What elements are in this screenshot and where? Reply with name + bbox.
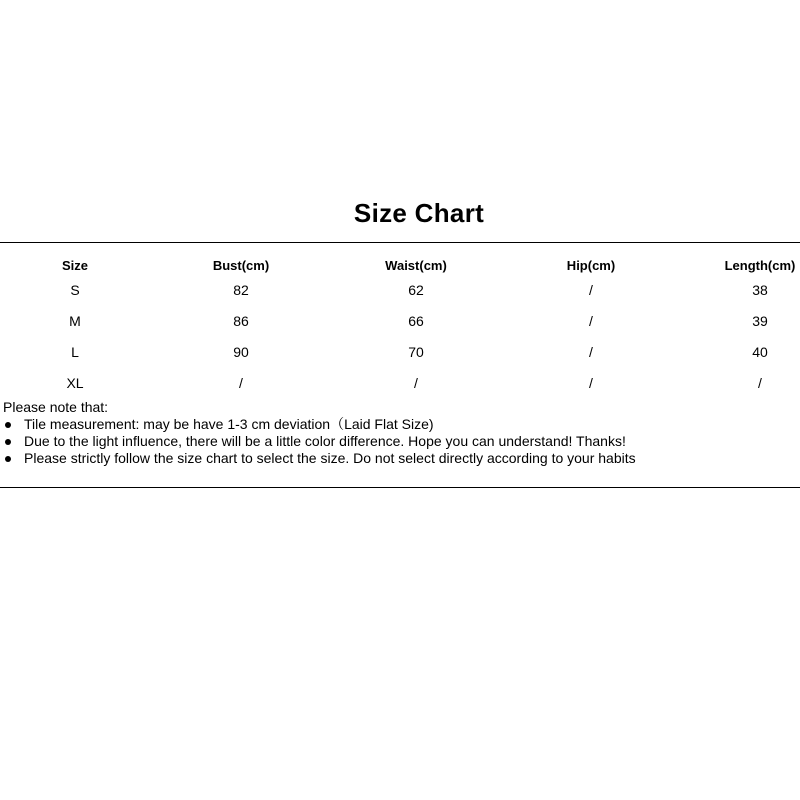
top-divider (0, 242, 800, 243)
length-cell: 38 (752, 282, 768, 298)
bullet-icon (5, 422, 11, 428)
bullet-icon (5, 439, 11, 445)
bust-cell: 90 (233, 344, 249, 360)
note-text: Due to the light influence, there will be a little color difference. Hope you can understand! Thanks! (24, 433, 626, 449)
header-bust: Bust(cm) (212, 258, 270, 273)
table-row-xl (0, 371, 800, 402)
size-cell: L (71, 344, 79, 360)
hip-cell: / (589, 313, 593, 329)
size-cell: XL (66, 375, 84, 391)
bust-cell: 86 (233, 313, 249, 329)
size-table (0, 254, 800, 402)
table-row-s (0, 278, 800, 309)
note-item (3, 450, 793, 467)
size-cell: M (69, 313, 81, 329)
waist-cell: 62 (408, 282, 424, 298)
size-cell: S (70, 282, 80, 298)
length-cell: 39 (752, 313, 768, 329)
header-hip: Hip(cm) (566, 258, 616, 273)
bust-cell: / (239, 375, 243, 391)
header-size: Size (61, 258, 89, 273)
bullet-icon (5, 456, 11, 462)
table-row-l (0, 340, 800, 371)
bottom-divider (0, 487, 800, 488)
note-item (3, 416, 793, 433)
waist-cell: 66 (408, 313, 424, 329)
length-cell: / (758, 375, 762, 391)
notes-heading: Please note that: (3, 399, 109, 415)
hip-cell: / (589, 282, 593, 298)
note-text: Please strictly follow the size chart to select the size. Do not select directly according to your habits (24, 450, 636, 466)
table-header-row (0, 254, 800, 278)
waist-cell: / (414, 375, 418, 391)
table-row-m (0, 309, 800, 340)
bust-cell: 82 (233, 282, 249, 298)
notes-section (3, 399, 793, 467)
length-cell: 40 (752, 344, 768, 360)
waist-cell: 70 (408, 344, 424, 360)
header-length: Length(cm) (724, 258, 796, 273)
page-title: Size Chart (353, 198, 485, 228)
note-item (3, 433, 793, 450)
hip-cell: / (589, 344, 593, 360)
hip-cell: / (589, 375, 593, 391)
header-waist: Waist(cm) (385, 258, 447, 273)
note-text: Tile measurement: may be have 1-3 cm deviation（Laid Flat Size) (24, 416, 434, 432)
